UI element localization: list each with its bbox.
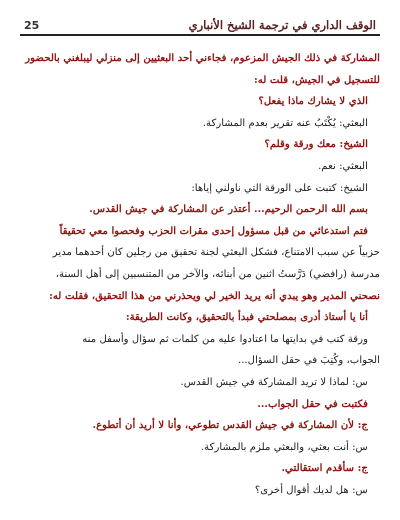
text-line: الشيخ: كتبت على الورقة التي ناولني إياها: — [191, 182, 368, 194]
page-header — [20, 10, 380, 36]
text-line: ج: سأقدم استقالتي. — [281, 462, 368, 475]
running-title: الوقف الداري في ترجمة الشيخ الأنباري — [188, 18, 376, 32]
text-line: للتسجيل في الجيش، قلت له: — [254, 73, 380, 86]
text-line: المشاركة في ذلك الجيش المزعوم، فجاءني أحد البعثيين إلى منزلي ليبلغني بالحضور — [25, 52, 380, 64]
text-line: البعثي: يُكْتَبُ عنه تقرير بعدم المشاركة. — [202, 117, 368, 129]
text-line: بسم الله الرحمن الرحيم... أعتذر عن المشاركة في جيش القدس. — [89, 203, 368, 216]
text-line: نصحني المدير وهو يبدي أنه يريد الخير لي ويحذرني من هذا التحقيق، فقلت له: — [49, 289, 380, 302]
text-line: س: هل لديك أقوال أخرى؟ — [254, 484, 368, 496]
text-line: س: أنت بعثي، والبعثي ملزم بالمشاركة. — [200, 441, 368, 453]
text-line: فتم استدعائي من قبل مسؤول إحدى مقرات الحزب وفحصوا معي تحقيقاً — [59, 224, 368, 237]
text-line: الجواب، وكُتِبَ في حقل السؤال... — [237, 355, 380, 367]
text-line: س: لماذا لا تريد المشاركة في جيش القدس. — [180, 376, 368, 388]
page-number: 25 — [24, 19, 40, 32]
text-line: حزبياً عن سبب الامتناع، فشكل البعثي لجنة تحقيق من رجلين كان أحدهما مدير — [52, 247, 380, 259]
text-line: ج: لأن المشاركة في جيش القدس تطوعي، وأنا لا أريد أن أتطوع. — [92, 419, 368, 432]
text-line: الشيخ: معك ورقة وقلم؟ — [264, 138, 368, 151]
text-line: فكتبت في حقل الجواب... — [257, 397, 368, 410]
text-line: ورقة كتب في بدايتها ما اعتادوا عليه من كلمات ثم سؤال وأسفل منه — [82, 333, 368, 345]
text-line: الذي لا يشارك ماذا يفعل؟ — [258, 95, 368, 108]
text-line: البعثي: نعم. — [318, 160, 368, 172]
text-line: مدرسة (رافضي) دَرَّستُ اثنين من أبنائه، والآخر من المتنسبين إلى أهل السنة، — [55, 268, 380, 280]
page-body — [20, 48, 380, 501]
text-line: أنا يا أستاذ أدرى بمصلحتي فبدأ بالتحقيق، وكانت الطريقة: — [125, 311, 368, 324]
